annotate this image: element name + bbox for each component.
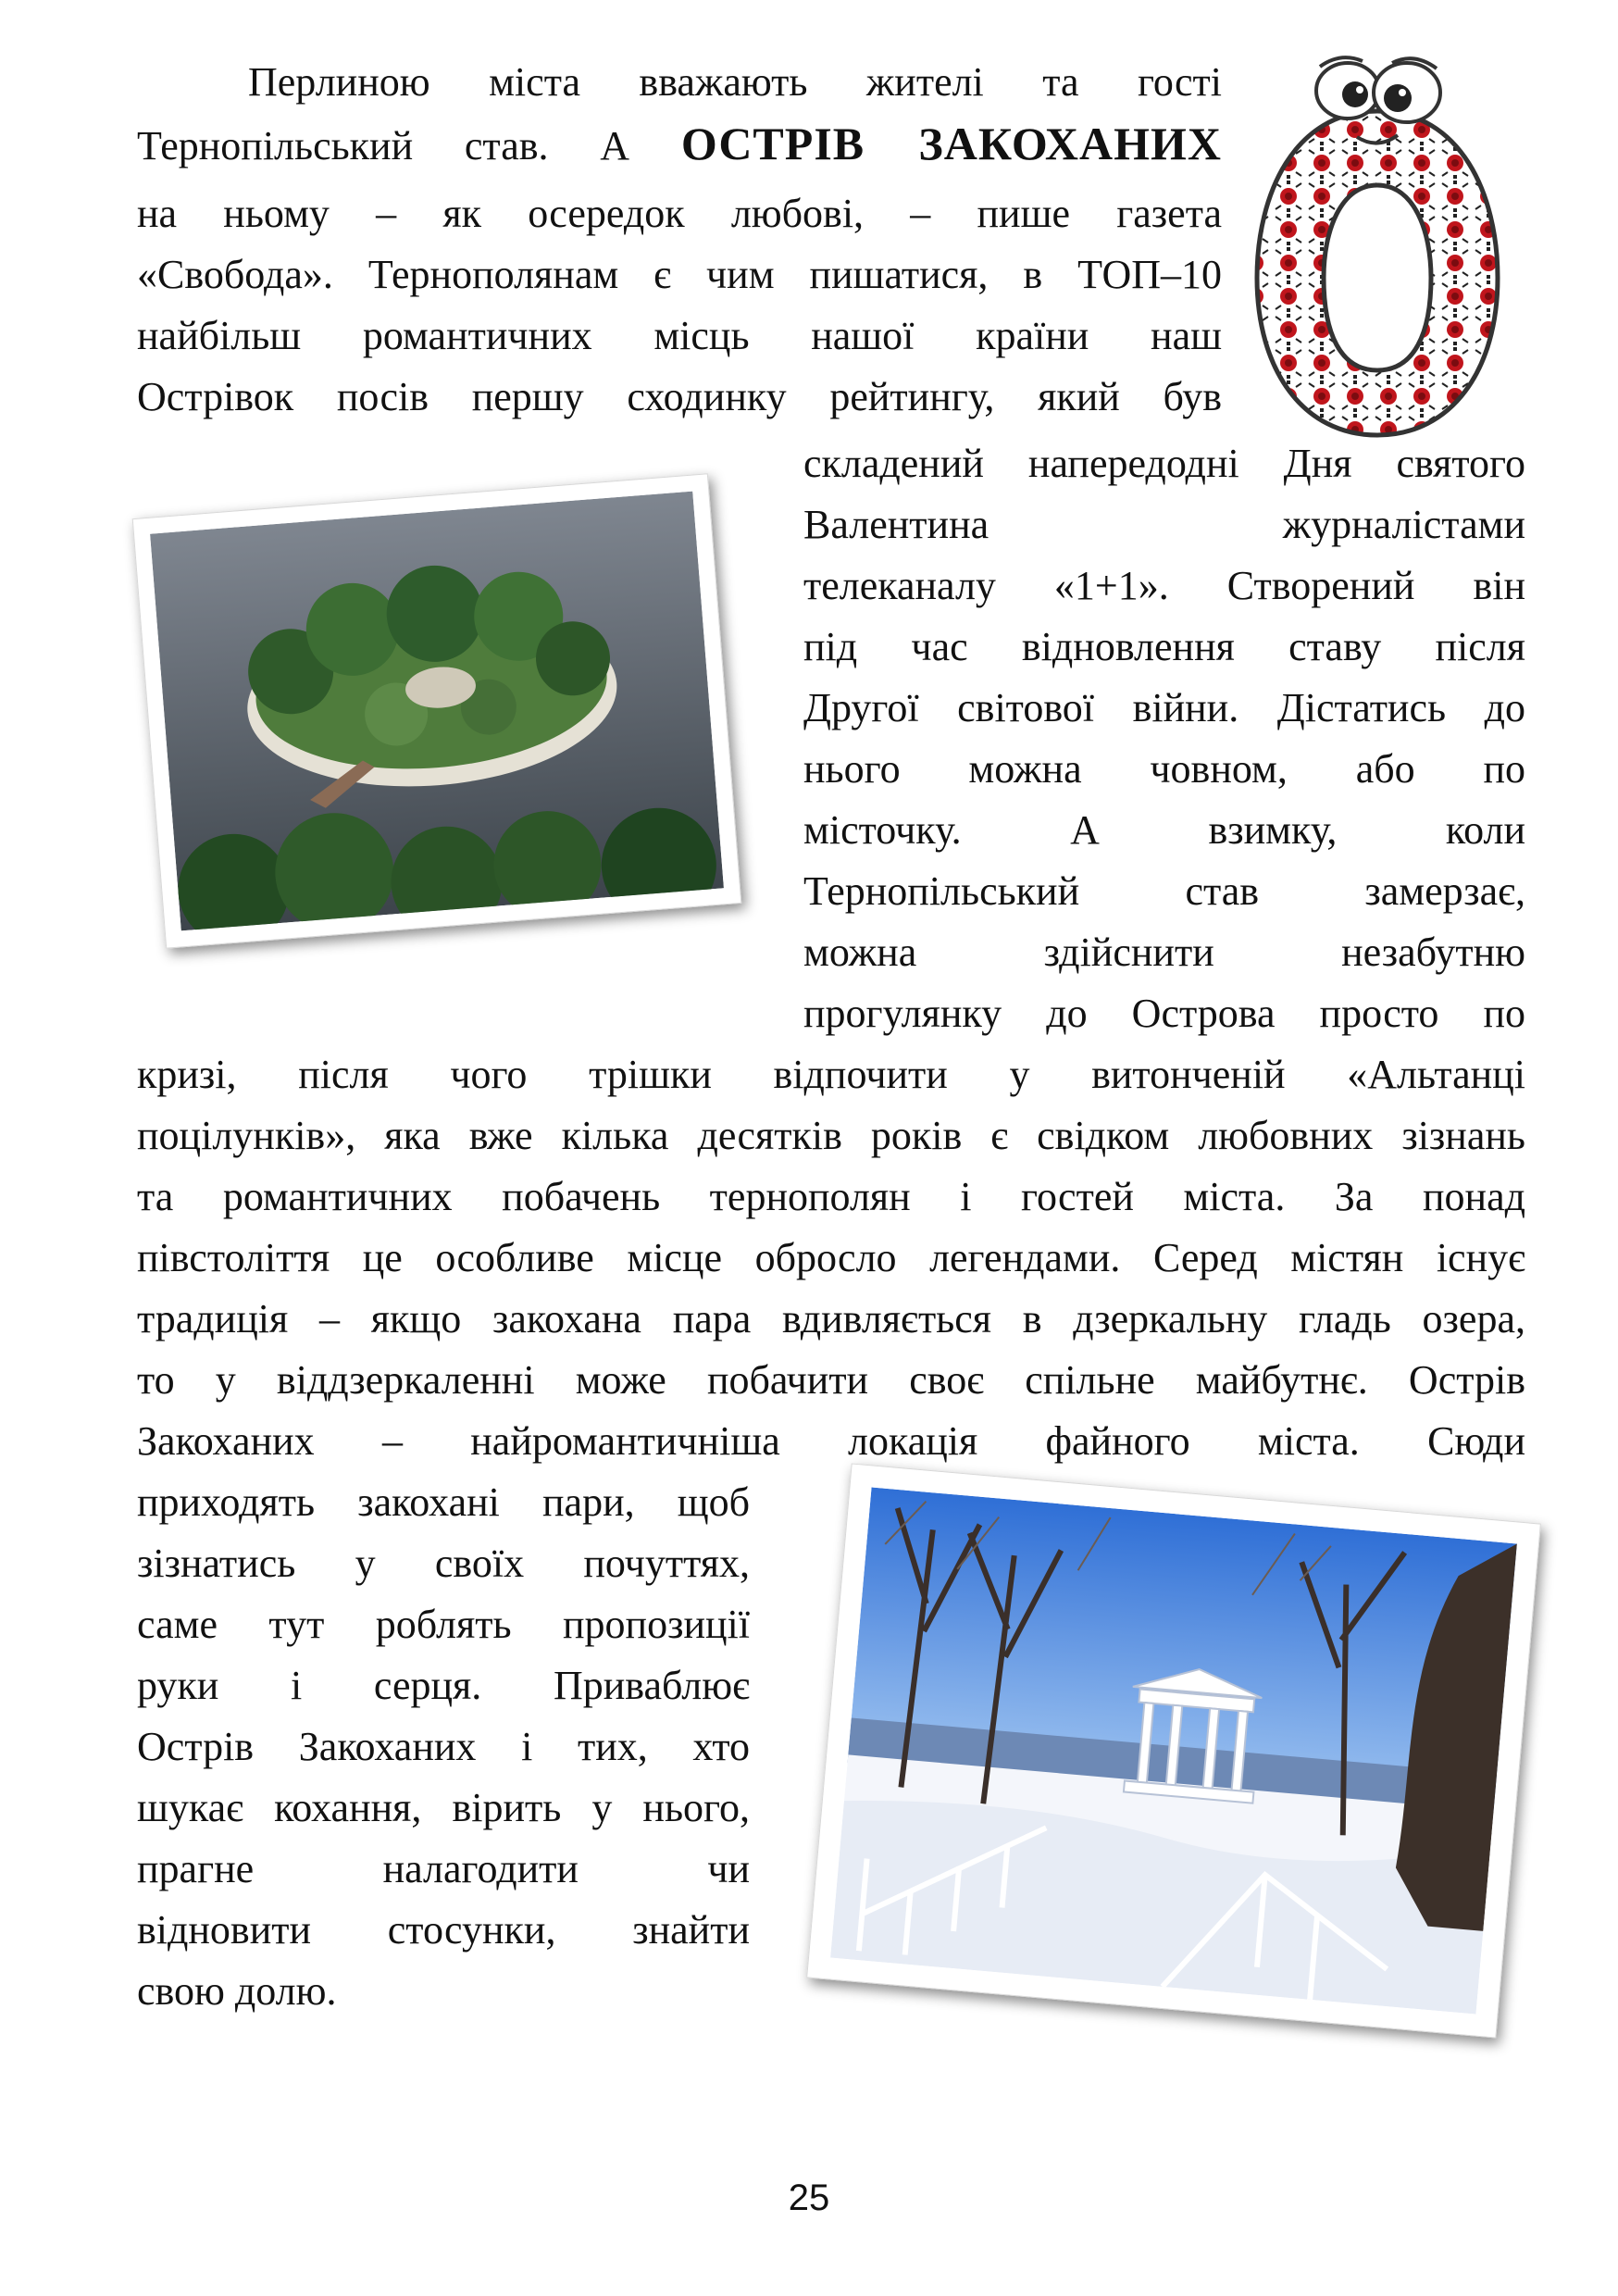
article-line: телеканалу «1+1». Створений він <box>803 563 1525 608</box>
article-text: Тернопільський став. А <box>137 123 681 168</box>
article-line: Острів Закоханих і тих, хто <box>137 1724 750 1769</box>
article-line: Закоханих – найромантичніша локація файного міста. Сюди <box>137 1418 1525 1464</box>
article-line: під час відновлення ставу після <box>803 624 1525 669</box>
article-line: найбільш романтичних місць нашої країни наш <box>137 313 1222 358</box>
aerial-island-photo <box>150 492 724 931</box>
article-line: Перлиною міста вважають жителі та гості <box>248 59 1222 105</box>
article-line: руки і серця. Приваблює <box>137 1663 750 1708</box>
winter-gazebo-photo <box>830 1487 1517 2014</box>
article-line: та романтичних побачень тернополян і гостей міста. За понад <box>137 1174 1525 1219</box>
article-line: Валентина журналістами <box>803 502 1525 547</box>
article-line: на ньому – як осередок любові, – пише газета <box>137 191 1222 236</box>
highlight-title: ОСТРІВ ЗАКОХАНИХ <box>680 118 1222 169</box>
article-line: шукає кохання, вірить у нього, <box>137 1785 750 1830</box>
gazebo-photo-frame <box>806 1463 1541 2038</box>
article-line: кризі, після чого трішки відпочити у витонченій «Альтанці <box>137 1052 1525 1097</box>
article-line: свою долю. <box>137 1968 337 2014</box>
article-line: місточку. А взимку, коли <box>803 807 1525 853</box>
article-line: півстоліття це особливе місце обросло легендами. Серед містян існує <box>137 1235 1525 1280</box>
article-line: складений напередодні Дня святого <box>803 441 1525 486</box>
article-line: прогулянку до Острова просто по <box>803 991 1525 1036</box>
article-line: саме тут роблять пропозиції <box>137 1602 750 1647</box>
article-line: традиція – якщо закохана пара вдивляється в дзеркальну гладь озера, <box>137 1296 1525 1341</box>
article-line: Другої світової війни. Дістатись до <box>803 685 1525 730</box>
article-line: можна здійснити незабутню <box>803 930 1525 975</box>
embroidered-letter-o-with-eyes-icon <box>1238 46 1516 444</box>
article-line: «Свобода». Тернополянам є чим пишатися, в ТОП–10 <box>137 252 1222 297</box>
page-number: 25 <box>788 2177 830 2218</box>
article-line: поцілунків», яка вже кілька десятків років є свідком любовних зізнань <box>137 1113 1525 1158</box>
island-photo-frame <box>132 473 742 949</box>
article-line: то у віддзеркаленні може побачити своє спільне майбутнє. Острів <box>137 1357 1525 1403</box>
article-line: відновити стосунки, знайти <box>137 1907 750 1953</box>
article-line: зізнатись у своїх почуттях, <box>137 1541 750 1586</box>
article-line: нього можна човном, або по <box>803 746 1525 792</box>
article-line: Тернопільський став замерзає, <box>803 868 1525 914</box>
article-line <box>137 113 1222 174</box>
article-line: прагне налагодити чи <box>137 1846 750 1891</box>
article-line: Острівок посів першу сходинку рейтингу, який був <box>137 374 1222 419</box>
article-line: приходять закохані пари, щоб <box>137 1479 750 1525</box>
letter-o-decoration <box>1238 46 1516 444</box>
